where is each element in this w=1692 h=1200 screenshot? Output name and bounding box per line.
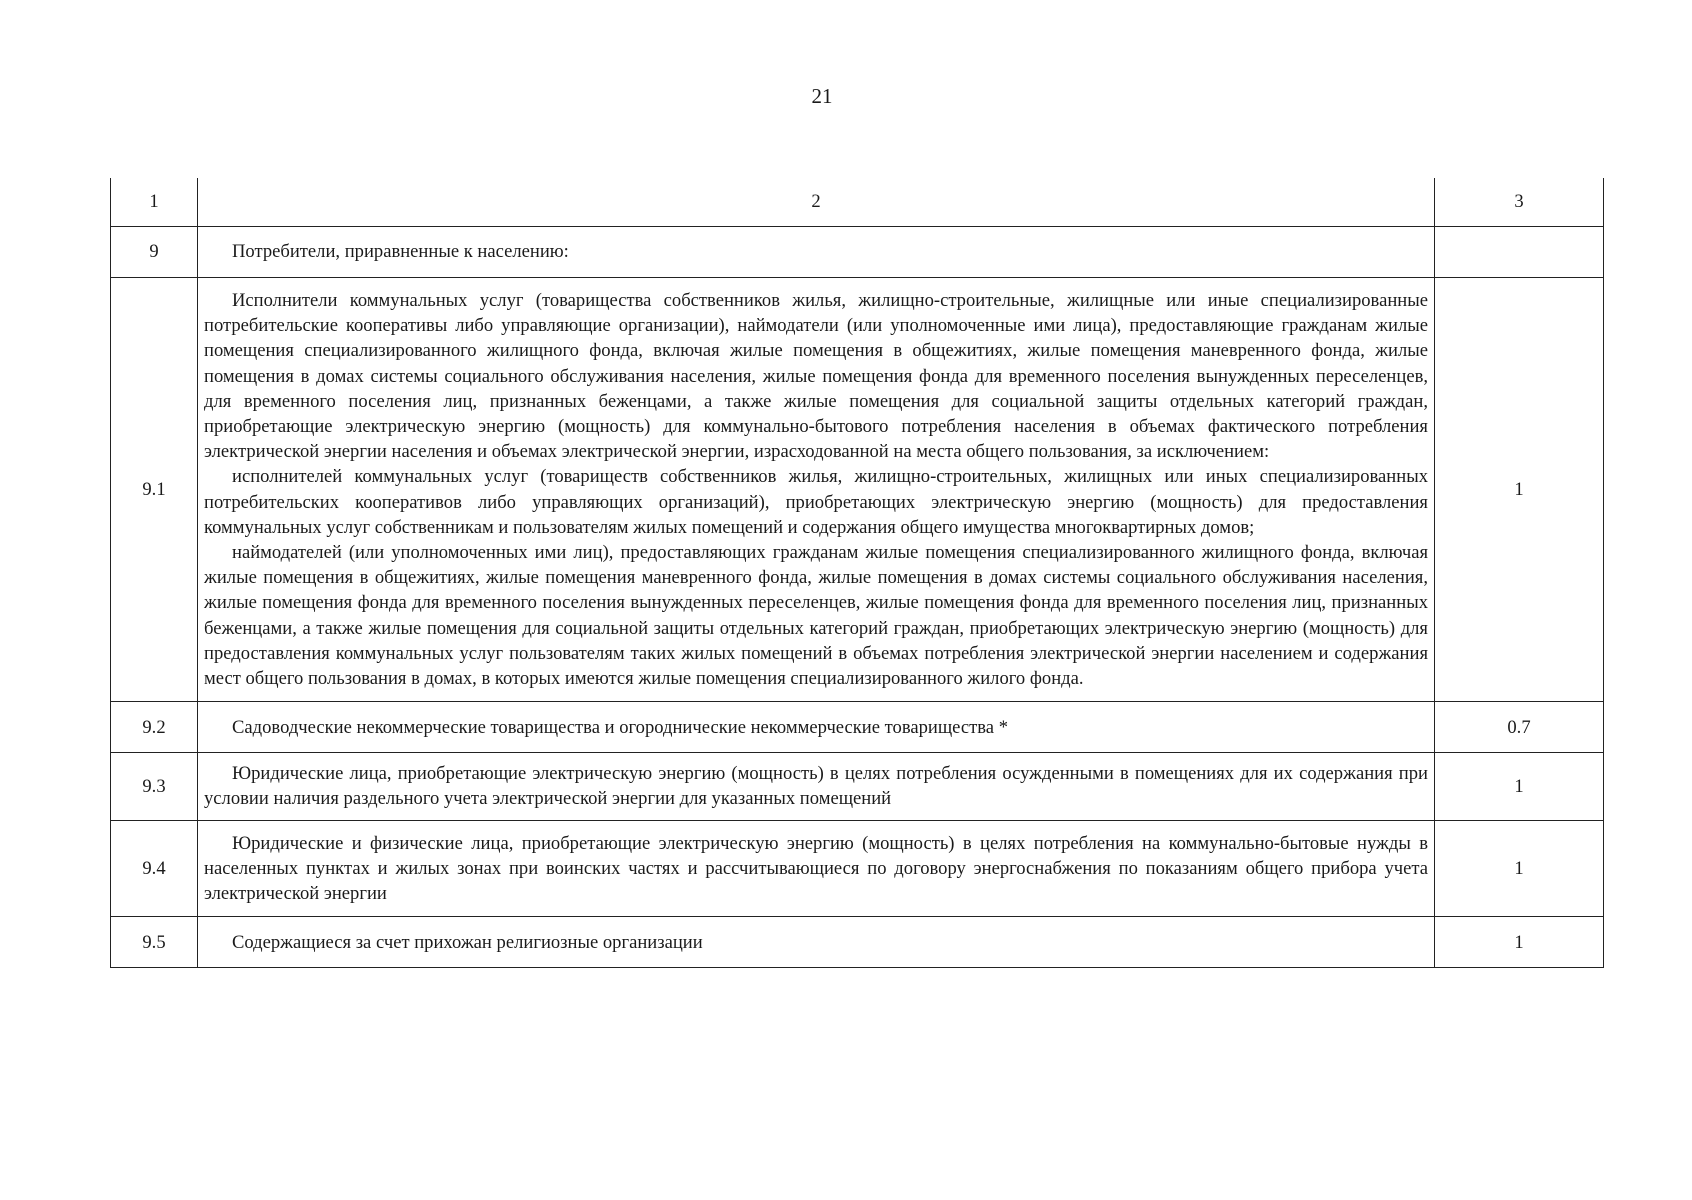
table-header-row	[111, 178, 1604, 227]
row-number: 9.4	[111, 820, 198, 917]
row-description	[198, 753, 1435, 820]
row-text: Исполнители коммунальных услуг (товарищества собственников жилья, жилищно-строительные, жилищные или иные специализированные потребительские кооперативы либо управляющие организации), наймодатели (или уполномоченные ими лица), предоставляющие гражданам жилые помещения специализированного жилищного фонда, включая жилые помещения в общежитиях, жилые помещения маневренного фонда, жилые помещения в домах системы социального обслуживания населения, жилые помещения фонда для временного поселения вынужденных переселенцев, для временного поселения лиц, признанных беженцами, а также жилые помещения для социальной защиты отдельных категорий граждан, приобретающие электрическую энергию (мощность) для коммунально-бытового потребления населения в объемах фактического потребления электрической энергии населения и объемах электрической энергии, израсходованной на места общего пользования, за исключением:	[204, 290, 1428, 463]
row-number: 9.3	[111, 753, 198, 820]
table-row	[111, 917, 1604, 968]
row-value: 0.7	[1435, 702, 1604, 753]
table-row	[111, 227, 1604, 278]
row-description	[198, 227, 1435, 278]
header-col-2: 2	[198, 178, 1435, 227]
row-number: 9.1	[111, 278, 198, 702]
tariff-table	[110, 178, 1604, 968]
table-row	[111, 820, 1604, 917]
row-text: Содержащиеся за счет прихожан религиозные организации	[232, 931, 703, 953]
row-description	[198, 917, 1435, 968]
page-number: 21	[811, 84, 833, 108]
row-value: 1	[1435, 278, 1604, 702]
row-text: Юридические и физические лица, приобретающие электрическую энергию (мощность) в целях потребления на коммунально-бытовые нужды в населенных пунктах и жилых зонах при воинских частях и рассчитывающиеся по договору энергоснабжения по показаниям общего прибора учета электрической энергии	[204, 832, 1428, 905]
header-col-3: 3	[1435, 178, 1604, 227]
row-value: 1	[1435, 753, 1604, 820]
row-value: 1	[1435, 917, 1604, 968]
row-description	[198, 820, 1435, 917]
row-text: Садоводческие некоммерческие товарищества и огороднические некоммерческие товарищества *	[232, 716, 1009, 738]
table-row	[111, 278, 1604, 702]
row-description	[198, 702, 1435, 753]
row-description	[198, 278, 1435, 702]
row-value: 1	[1435, 820, 1604, 917]
table-row	[111, 702, 1604, 753]
row-text: Потребители, приравненные к населению:	[232, 241, 569, 263]
row-text: наймодателей (или уполномоченных ими лиц), предоставляющих гражданам жилые помещения специализированного жилищного фонда, включая жилые помещения в общежитиях, жилые помещения маневренного фонда, жилые помещения в домах системы социального обслуживания населения, жилые помещения фонда для временного поселения вынужденных переселенцев, жилые помещения фонда для временного поселения лиц, признанных беженцами, а также жилые помещения для социальной защиты отдельных категорий граждан, приобретающих электрическую энергию (мощность) для предоставления коммунальных услуг пользователям таких жилых помещений в объемах потребления электрической энергии населением и содержания мест общего пользования в домах, в которых имеются жилые помещения специализированного жилого фонда.	[204, 542, 1428, 690]
table-row	[111, 753, 1604, 820]
row-number: 9.2	[111, 702, 198, 753]
header-col-1: 1	[111, 178, 198, 227]
row-number: 9.5	[111, 917, 198, 968]
row-number: 9	[111, 227, 198, 278]
row-value	[1435, 227, 1604, 278]
row-text: Юридические лица, приобретающие электрическую энергию (мощность) в целях потребления осужденными в помещениях для их содержания при условии наличия раздельного учета электрической энергии для указанных помещений	[204, 763, 1428, 810]
row-text: исполнителей коммунальных услуг (товариществ собственников жилья, жилищно-строительных, жилищных или иных специализированных потребительских кооперативов либо управляющих организаций), приобретающих электрическую энергию (мощность) для предоставления коммунальных услуг собственникам и пользователям жилых помещений и содержания общего имущества многоквартирных домов;	[204, 466, 1428, 538]
